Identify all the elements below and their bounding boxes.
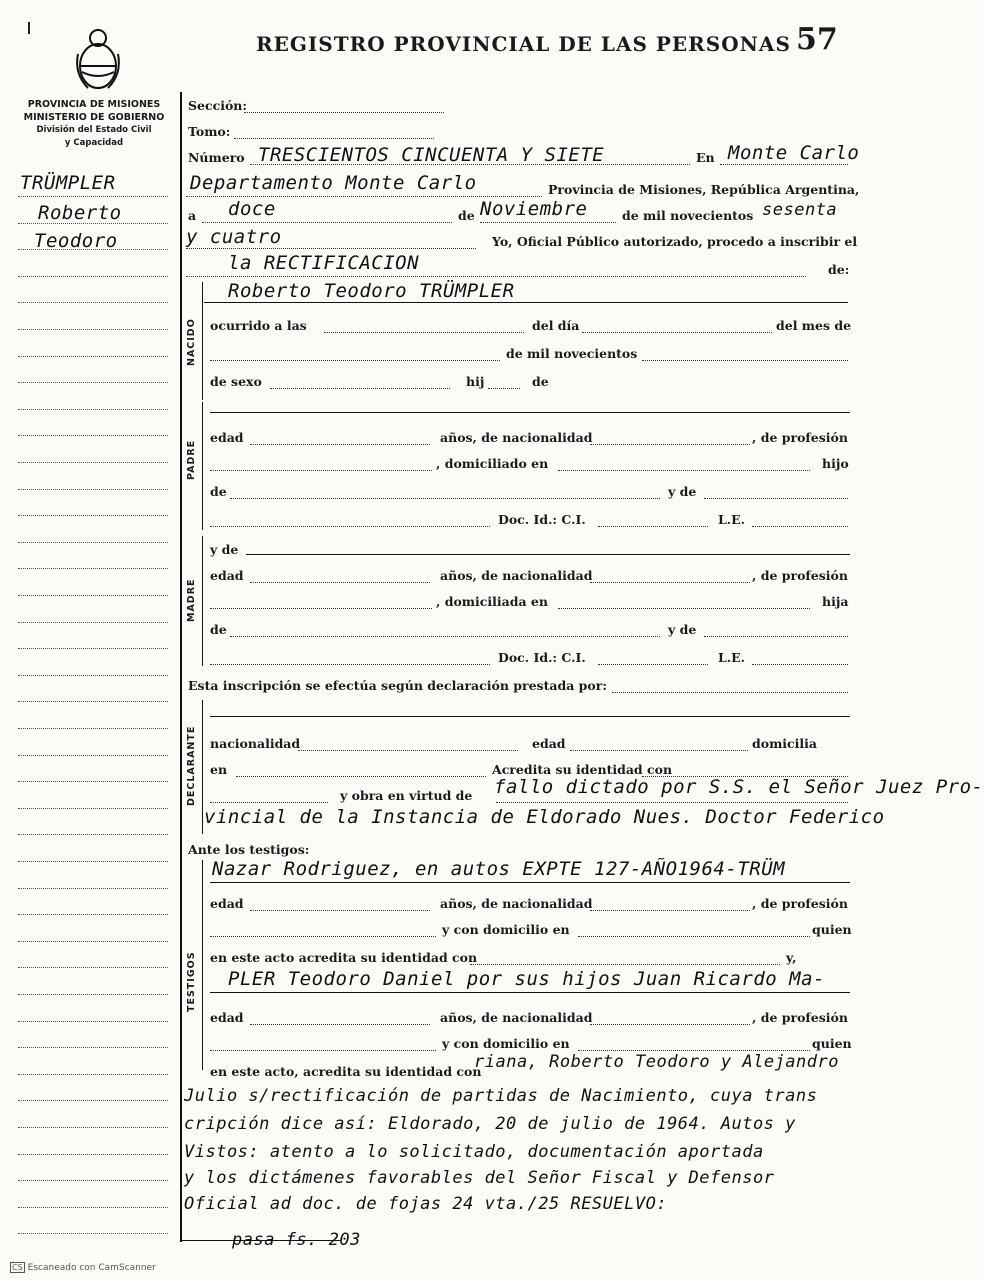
margin-ruling-line [18, 808, 168, 809]
declarante-obra-label: y obra en virtud de [340, 788, 473, 803]
tomo-label: Tomo: [188, 124, 231, 139]
padre-hijo-label: hijo [822, 456, 849, 471]
testigos-intro: Ante los testigos: [188, 842, 310, 857]
row-padre-domicilio [186, 450, 854, 476]
row-padre-de [186, 478, 854, 504]
anio-value-2: y cuatro [186, 226, 282, 248]
madre-le-label: L.E. [718, 650, 746, 665]
t1-y-label: y, [786, 950, 797, 965]
declarante-edad-label: edad [532, 736, 566, 751]
margin-ruling-line [18, 302, 168, 303]
margin-ruling-line [18, 967, 168, 968]
hij-label: hij [466, 374, 485, 389]
margin-ruling-line [18, 941, 168, 942]
padre-profesion-label: , de profesión [752, 430, 848, 445]
ocurrido-label: ocurrido a las [210, 318, 307, 333]
testigo-1-line [210, 882, 850, 883]
provincia-label: Provincia de Misiones, República Argentina, [548, 182, 860, 197]
province-name: PROVINCIA DE MISIONES [27, 99, 161, 110]
del-mes-label: del mes de [776, 318, 852, 333]
dia-value: doce [228, 198, 276, 220]
margin-ruling-line [18, 1154, 168, 1155]
mes-value: Noviembre [480, 198, 588, 220]
testigos-label: TESTIGOS [186, 951, 197, 1012]
row-t2-edad [186, 1004, 854, 1030]
page-title: REGISTRO PROVINCIAL DE LAS PERSONAS [256, 32, 791, 56]
margin-ruling-line [18, 489, 168, 490]
mil-nacido-label: de mil novecientos [506, 346, 638, 361]
margin-ruling-line [18, 834, 168, 835]
margin-ruling-line [18, 542, 168, 543]
oficial-label: Yo, Oficial Público autorizado, procedo a inscribir el [492, 234, 858, 249]
margin-name-2: Teodoro [34, 230, 118, 252]
t2-quien-label: quien [812, 1036, 852, 1051]
madre-label: MADRE [186, 578, 197, 622]
margin-ruling-line [18, 1233, 168, 1234]
declarante-domicilia-label: domicilia [752, 736, 818, 751]
margin-ruling-line [18, 648, 168, 649]
declarante-acredita-label: Acredita su identidad con [492, 762, 673, 777]
margin-ruling-line [18, 1180, 168, 1181]
t2-profesion-label: , de profesión [752, 1010, 848, 1025]
inscribir-value: la RECTIFICACION [228, 252, 420, 274]
margin-ruling-line [18, 435, 168, 436]
padre-edad-label: edad [210, 430, 244, 445]
row-ocurrido [186, 312, 854, 338]
margin-ruling-line [18, 223, 168, 224]
testigo-2-line [210, 992, 850, 993]
margin-ruling-line [18, 329, 168, 330]
t1-acredita-label: en este acto acredita su identidad con [210, 950, 478, 965]
padre-nacionalidad-label: años, de nacionalidad [440, 430, 593, 445]
margin-ruling-line [18, 515, 168, 516]
t2-acredita-value: riana, Roberto Teodoro y Alejandro [474, 1052, 839, 1072]
margin-ruling-line [18, 781, 168, 782]
margin-ruling-line [18, 888, 168, 889]
row-declarante-nac [186, 730, 854, 756]
nacido-label: NACIDO [186, 318, 197, 366]
t2-acredita-label: en este acto, acredita su identidad con [210, 1064, 482, 1079]
scanner-text: Escaneado con CamScanner [27, 1263, 156, 1273]
margin-ruling-line [18, 595, 168, 596]
division-name: División del Estado Civil [36, 125, 152, 135]
row-sexo [186, 368, 854, 394]
padre-y-de-label: y de [668, 484, 697, 499]
row-t1-acredita [186, 944, 854, 970]
padre-name-line [210, 412, 850, 413]
note-line-6: pasa fs. 203 [232, 1230, 361, 1250]
row-t1-domicilio [186, 916, 854, 942]
obra-value-2: vincial de la Instancia de Eldorado Nues. Doctor Federico [204, 806, 885, 828]
margin-ruling-line [18, 196, 168, 197]
madre-doc-label: Doc. Id.: C.I. [498, 650, 586, 665]
margin-ruling-line [18, 356, 168, 357]
row-madre-y-de [186, 536, 854, 562]
margin-name-1: Roberto [38, 202, 122, 224]
madre-hija-label: hija [822, 594, 849, 609]
mil-label: de mil novecientos [622, 208, 754, 223]
nombre-line [204, 302, 848, 303]
del-dia-label: del día [532, 318, 580, 333]
numero-value: TRESCIENTOS CINCUENTA Y SIETE [258, 144, 605, 166]
margin-ruling-line [18, 1127, 168, 1128]
padre-de-label: de [210, 484, 227, 499]
margin-ruling-line [18, 1047, 168, 1048]
margin-ruling-line [18, 728, 168, 729]
t1-edad-label: edad [210, 896, 244, 911]
row-madre-edad [186, 562, 854, 588]
note-line-1: Julio s/rectificación de partidas de Nacimiento, cuya trans [184, 1086, 818, 1106]
padre-doc-label: Doc. Id.: C.I. [498, 512, 586, 527]
margin-ruling-line [18, 568, 168, 569]
testigo-1-value: Nazar Rodriguez, en autos EXPTE 127-AÑO1964-TRÜM [212, 858, 786, 880]
margin-ruling-line [18, 382, 168, 383]
page-number: 57 [796, 22, 838, 57]
madre-y-de2-label: y de [668, 622, 697, 637]
declarante-en-label: en [210, 762, 228, 777]
margin-ruling-line [18, 914, 168, 915]
sexo-label: de sexo [210, 374, 262, 389]
de2-label: de: [828, 262, 850, 277]
t1-domicilio-label: y con domicilio en [442, 922, 570, 937]
padre-label: PADRE [186, 439, 197, 480]
margin-ruling-line [18, 462, 168, 463]
padre-domiciliado-label: , domiciliado en [436, 456, 549, 471]
declarante-name-line [210, 716, 850, 717]
row-oficial [186, 228, 858, 254]
margin-ruling-line [18, 1207, 168, 1208]
testigo-2-value: PLER Teodoro Daniel por sus hijos Juan Ricardo Ma- [228, 968, 825, 990]
t2-domicilio-label: y con domicilio en [442, 1036, 570, 1051]
madre-nacionalidad-label: años, de nacionalidad [440, 568, 593, 583]
row-declarante-intro [186, 672, 854, 698]
note-line-3: Vistos: atento a lo solicitado, documentación aportada [184, 1142, 764, 1162]
margin-ruling-line [18, 861, 168, 862]
margin-ruling-line [18, 994, 168, 995]
seccion-label: Sección: [188, 98, 247, 113]
margin-ruling-line [18, 675, 168, 676]
margin-ruling-line [18, 409, 168, 410]
a-label: a [188, 208, 197, 223]
numero-label: Número [188, 150, 245, 165]
row-padre-edad [186, 424, 854, 450]
row-padre-doc [186, 506, 854, 532]
de-nacido-label: de [532, 374, 549, 389]
departamento-value: Departamento Monte Carlo [190, 172, 477, 194]
en-value: Monte Carlo [728, 142, 860, 164]
en-label: En [696, 150, 715, 165]
row-madre-domicilio [186, 588, 854, 614]
row-seccion [186, 92, 854, 118]
margin-tick [28, 22, 30, 34]
margin-ruling-line [18, 622, 168, 623]
coat-of-arms-icon [72, 24, 124, 94]
madre-de-label: de [210, 622, 227, 637]
row-madre-de [186, 616, 854, 642]
declarante-intro: Esta inscripción se efectúa según declaración prestada por: [188, 678, 607, 693]
scanner-watermark [10, 1262, 156, 1273]
note-line-4: y los dictámenes favorables del Señor Fiscal y Defensor [184, 1168, 775, 1188]
madre-y-de-label: y de [210, 542, 239, 557]
t2-nacionalidad-label: años, de nacionalidad [440, 1010, 593, 1025]
madre-domiciliada-label: , domiciliada en [436, 594, 548, 609]
capacity-name: y Capacidad [64, 138, 124, 148]
note-line-5: Oficial ad doc. de fojas 24 vta./25 RESUELVO: [184, 1194, 668, 1214]
declarante-nacionalidad-label: nacionalidad [210, 736, 301, 751]
row-mil [186, 340, 854, 366]
margin-ruling-line [18, 249, 168, 250]
nombre-value: Roberto Teodoro TRÜMPLER [228, 280, 515, 302]
madre-edad-label: edad [210, 568, 244, 583]
margin-ruling-line [18, 701, 168, 702]
note-line-2: cripción dice así: Eldorado, 20 de julio de 1964. Autos y [184, 1114, 796, 1134]
margin-ruling-line [18, 1074, 168, 1075]
de-label: de [458, 208, 475, 223]
t1-nacionalidad-label: años, de nacionalidad [440, 896, 593, 911]
row-madre-doc [186, 644, 854, 670]
t1-quien-label: quien [812, 922, 852, 937]
margin-ruling-line [18, 755, 168, 756]
ministry-name: MINISTERIO DE GOBIERNO [23, 112, 165, 123]
madre-profesion-label: , de profesión [752, 568, 848, 583]
row-t1-edad [186, 890, 854, 916]
t2-edad-label: edad [210, 1010, 244, 1025]
camscanner-logo: CS [12, 1263, 23, 1272]
margin-ruling-line [18, 276, 168, 277]
row-tomo [186, 118, 854, 144]
t1-profesion-label: , de profesión [752, 896, 848, 911]
obra-value: fallo dictado por S.S. el Señor Juez Pro- [494, 776, 984, 798]
anio-value: sesenta [762, 200, 838, 220]
margin-surname: TRÜMPLER [20, 172, 116, 194]
margin-ruling-line [18, 1021, 168, 1022]
declarante-label: DECLARANTE [186, 725, 197, 806]
issuing-office [10, 98, 178, 150]
padre-le-label: L.E. [718, 512, 746, 527]
margin-ruling-line [18, 1100, 168, 1101]
